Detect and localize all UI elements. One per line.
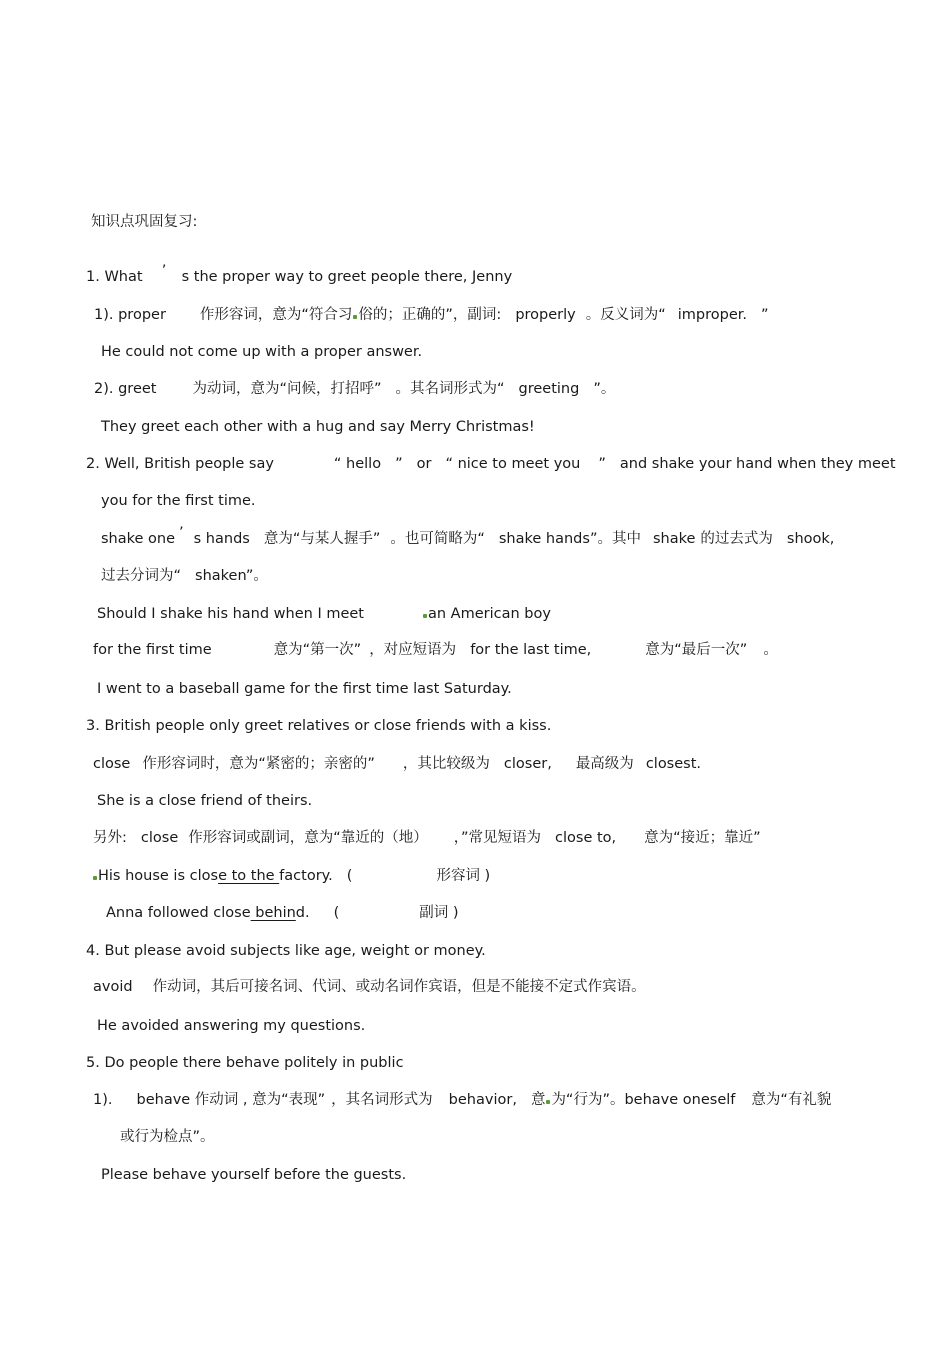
item-3-example-3 — [106, 903, 459, 923]
text-segment: ” — [761, 307, 769, 323]
item-1-title-a: 1. What — [86, 269, 143, 285]
text-segment: 意为“有礼貌 — [751, 1092, 832, 1108]
text-segment: ( — [346, 868, 353, 884]
underlined-text: e to the — [218, 868, 280, 884]
text-segment: ” — [395, 456, 403, 472]
section-heading: 知识点巩固复习: — [91, 214, 198, 230]
text-segment: 。反义词为“ — [585, 307, 666, 323]
item-3-sub-1 — [93, 754, 701, 774]
text-segment: close — [140, 830, 179, 846]
text-segment: 2). greet — [94, 381, 157, 397]
item-2-sub-1 — [101, 525, 835, 549]
text-segment: 作动词，其后可接名词、代词、或动名词作宾语，但是不能接不定式作宾语。 — [152, 979, 646, 995]
text-segment: 作形容词时，意为“紧密的；亲密的” — [142, 756, 375, 772]
text-segment: 意为“与某人握手” — [263, 531, 381, 547]
text-segment: d. — [295, 905, 310, 921]
text-segment: 的过去式为 — [700, 531, 773, 547]
text-segment: “ hello — [333, 456, 382, 472]
text-segment: 过去分词为“ — [101, 568, 182, 584]
item-5-example-1: Please behave yourself before the guests. — [101, 1167, 407, 1183]
text-segment: 意为“接近；靠近” — [644, 830, 761, 846]
text-segment: behave 作动词 , 意为“表现” — [136, 1092, 326, 1108]
text-segment: 1). proper — [94, 307, 166, 323]
item-3-title: 3. British people only greet relatives or close friends with a kiss. — [86, 718, 552, 734]
text-segment: shake one — [101, 531, 176, 547]
text-segment: or — [416, 456, 432, 472]
text-segment: properly — [515, 307, 576, 323]
item-2-title — [86, 454, 896, 474]
text-segment: s hands — [193, 531, 250, 547]
text-segment: close to, — [555, 830, 617, 846]
text-segment: 意为“最后一次” — [645, 642, 748, 658]
text-segment: 另外: — [93, 830, 127, 846]
item-1-sub-2 — [94, 379, 615, 399]
text-segment: ” — [598, 456, 606, 472]
item-3-example-1: She is a close friend of theirs. — [97, 793, 313, 809]
text-segment: ，其名词形式为 — [331, 1092, 433, 1108]
text-segment: shake hands — [498, 531, 590, 547]
item-2-sub-1-cont — [101, 566, 268, 586]
underlined-text: behin — [250, 905, 296, 921]
item-1-example-2: They greet each other with a hug and say Merry Christmas! — [101, 419, 535, 435]
text-segment: 意为“第一次” — [273, 642, 362, 658]
item-3-sub-2 — [93, 828, 761, 848]
text-segment: and shake your hand when they meet — [619, 456, 896, 472]
text-segment: ”。 — [593, 381, 616, 397]
text-segment: 意 — [530, 1092, 546, 1108]
text-segment: greeting — [518, 381, 580, 397]
item-4-example-1: He avoided answering my questions. — [97, 1018, 366, 1034]
text-segment: 。也可简略为“ — [390, 531, 485, 547]
text-segment: Anna followed close — [106, 905, 251, 921]
text-segment: shook, — [786, 531, 835, 547]
text-segment: 副词 ) — [419, 905, 459, 921]
text-segment: closest. — [645, 756, 702, 772]
text-segment: 。 — [763, 642, 778, 658]
item-2-sub-2 — [93, 640, 778, 660]
item-1-title-b: s the proper way to greet people there, Jenny — [181, 269, 513, 285]
item-5-sub-1-cont: 或行为检点”。 — [120, 1129, 215, 1145]
text-segment: 。behave oneself — [609, 1092, 736, 1108]
text-segment: 作形容词，意为“符合习 — [199, 307, 353, 323]
text-segment: 。其名词形式为“ — [395, 381, 505, 397]
text-segment: avoid — [93, 979, 133, 995]
item-1-title — [86, 263, 513, 287]
text-segment: 形容词 ) — [436, 868, 491, 884]
item-1-title-apos: ’ — [161, 263, 167, 279]
text-segment: an American boy — [428, 606, 551, 622]
text-segment: ，”常见短语为 — [453, 830, 542, 846]
text-segment: improper. — [677, 307, 748, 323]
item-5-sub-1 — [93, 1090, 831, 1110]
text-segment: shake — [652, 531, 696, 547]
text-segment: ( — [333, 905, 340, 921]
text-segment: closer, — [503, 756, 552, 772]
text-segment: ’ — [179, 525, 184, 541]
item-1-sub-1 — [94, 305, 769, 325]
item-2-example-2: I went to a baseball game for the first time last Saturday. — [97, 681, 512, 697]
text-segment: 为动词，意为“问候，打招呼” — [192, 381, 382, 397]
annotation-mark-icon — [93, 876, 97, 880]
text-segment: His house is clos — [98, 868, 219, 884]
text-segment: “ nice to meet you — [445, 456, 581, 472]
text-segment: for the first time — [93, 642, 212, 658]
annotation-mark-icon — [353, 315, 357, 319]
text-segment: ”。 — [245, 568, 268, 584]
text-segment: Should I shake his hand when I meet — [97, 606, 364, 622]
item-5-title: 5. Do people there behave politely in public — [86, 1055, 404, 1071]
text-segment: for the last time, — [470, 642, 592, 658]
annotation-mark-icon — [423, 614, 427, 618]
text-segment: ，其比较级为 — [402, 756, 490, 772]
text-segment: 为“行为” — [551, 1092, 610, 1108]
text-segment: 2. Well, British people say — [86, 456, 274, 472]
text-segment: factory. — [279, 868, 333, 884]
item-2-title-cont: you for the first time. — [101, 493, 256, 509]
text-segment: 俗的；正确的”，副词: — [358, 307, 502, 323]
text-segment: 作形容词或副词，意为“靠近的（地） — [188, 830, 428, 846]
text-segment: behavior, — [448, 1092, 517, 1108]
text-segment: 最高级为 — [575, 756, 634, 772]
text-segment: 1). — [93, 1092, 113, 1108]
item-2-example-1 — [97, 604, 551, 624]
text-segment: ，对应短语为 — [369, 642, 457, 658]
item-3-example-2 — [92, 866, 490, 886]
text-segment: close — [93, 756, 131, 772]
text-segment: ”。其中 — [589, 531, 641, 547]
annotation-mark-icon — [546, 1100, 550, 1104]
item-4-sub-1 — [93, 977, 646, 997]
item-4-title: 4. But please avoid subjects like age, weight or money. — [86, 943, 486, 959]
item-1-example-1: He could not come up with a proper answer. — [101, 344, 423, 360]
text-segment: shaken — [195, 568, 246, 584]
